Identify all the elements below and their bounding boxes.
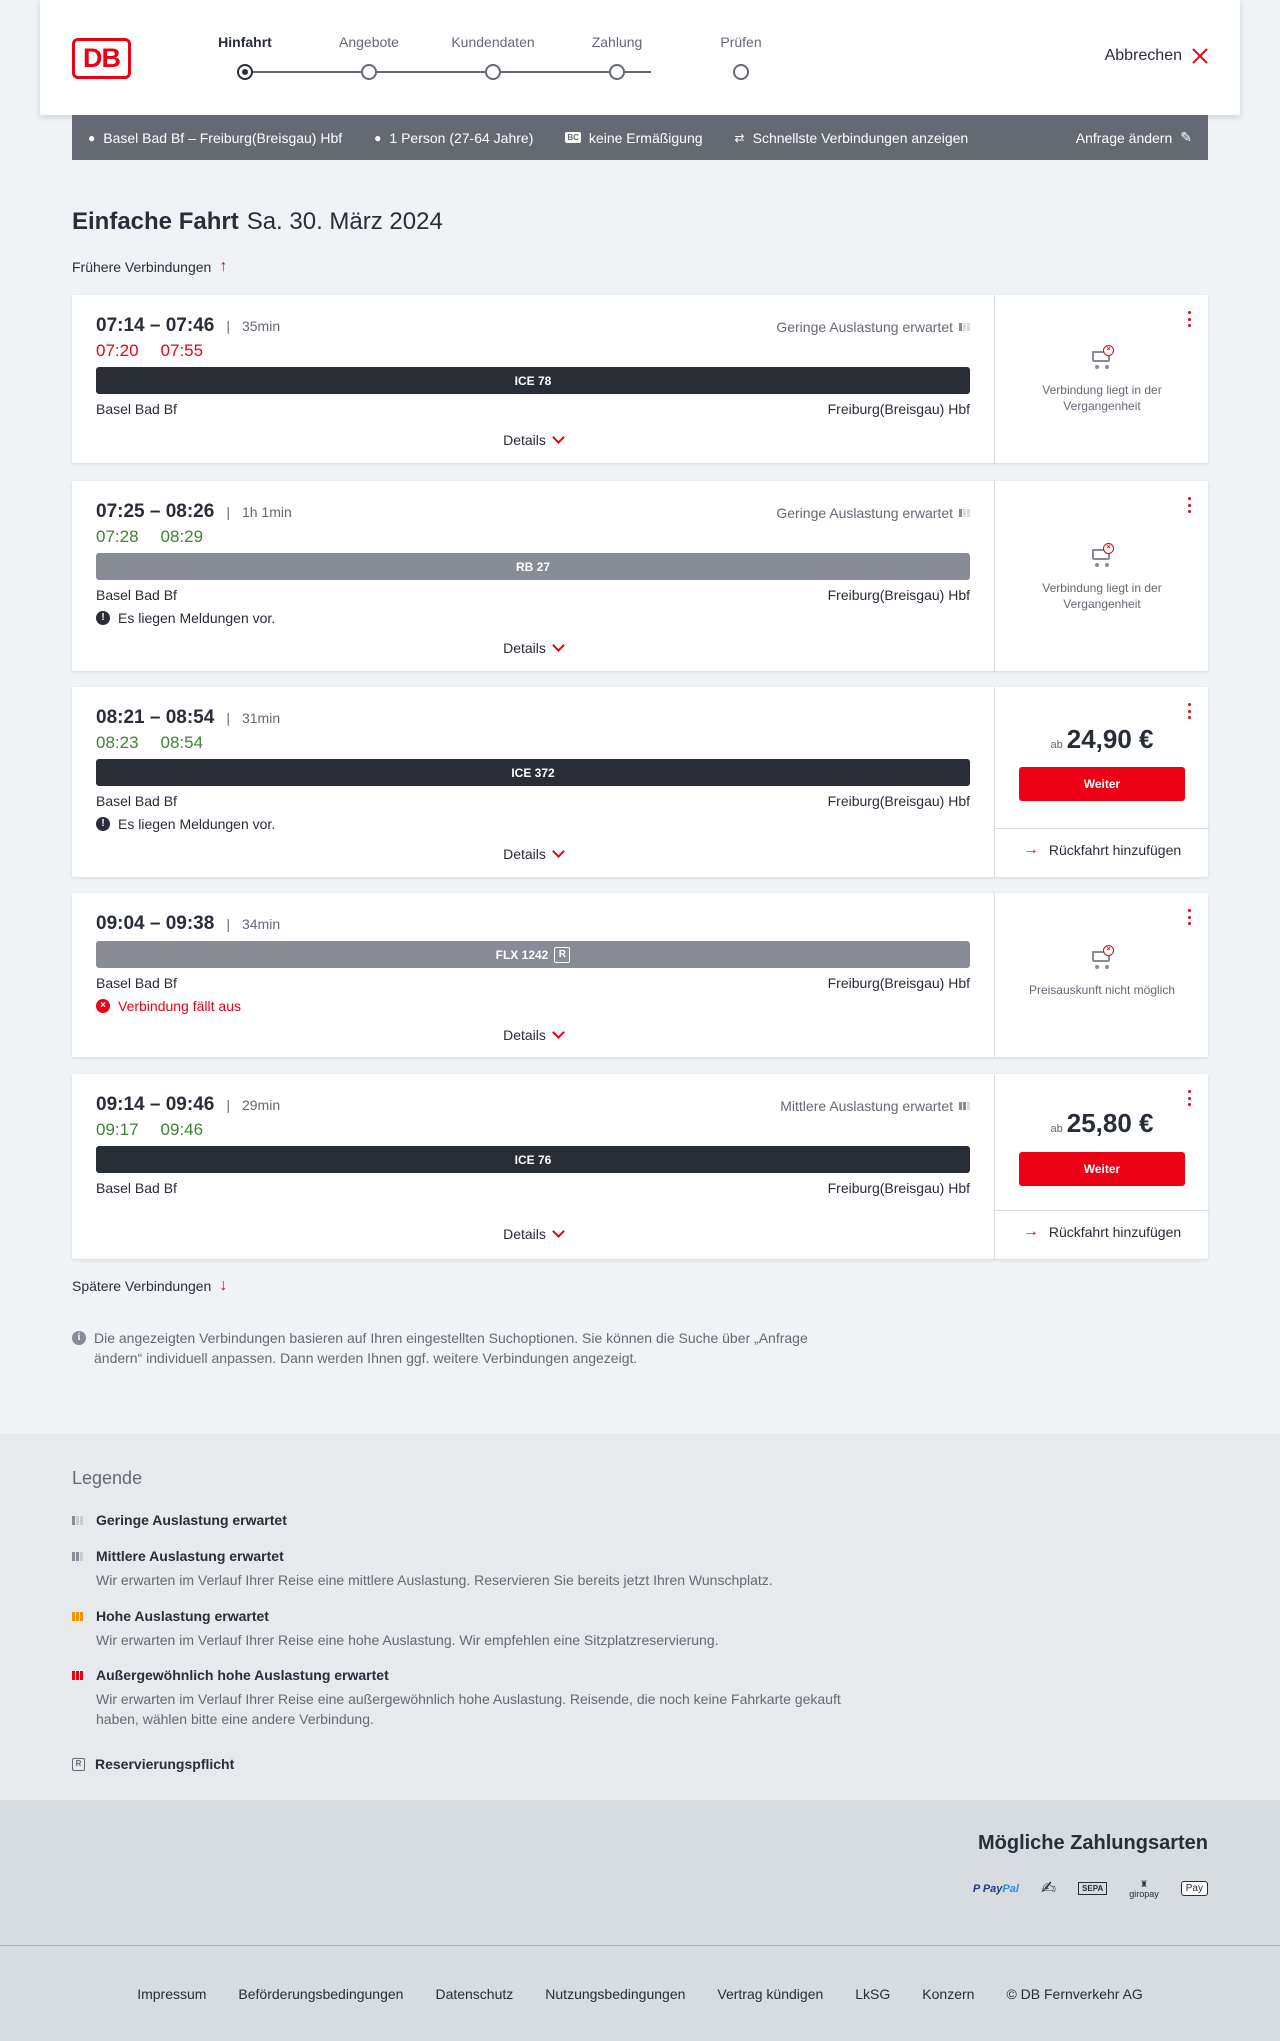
medium-load-icon <box>72 1552 86 1561</box>
planned-times: 07:14 – 07:46 <box>96 315 215 336</box>
arrival-station: Freiburg(Breisgau) Hbf <box>827 793 970 809</box>
connection-card <box>72 687 1208 877</box>
connection-info[interactable]: 09:14 – 09:46 | 29min Mittlere Auslastung erwartet 09:17 09:46 ICE 76 Basel Bad Bf Freiburg(Breisgau) Hbf Details <box>72 1074 994 1259</box>
booking-stepper <box>182 34 762 84</box>
paypal-icon: P PayPal <box>972 1882 1019 1895</box>
train-bar: RB 27 <box>96 553 970 580</box>
disruption-message[interactable]: ! Es liegen Meldungen vor. <box>96 610 275 626</box>
train-bar: ICE 372 <box>96 759 970 786</box>
more-options-icon[interactable] <box>1188 311 1192 327</box>
offer-panel <box>994 687 1208 877</box>
arrow-right-icon: → <box>1022 840 1039 858</box>
arrow-down-icon: ↓ <box>219 1277 228 1294</box>
departure-station: Basel Bad Bf <box>96 793 177 809</box>
step-zahlung[interactable]: Zahlung <box>554 34 680 54</box>
footer-link-vertrag-kuendigen[interactable]: Vertrag kündigen <box>717 1985 824 2002</box>
step-dot <box>733 64 749 80</box>
details-toggle[interactable]: Details <box>72 1027 994 1043</box>
realtime-times: 07:20 07:55 <box>96 341 204 360</box>
swap-arrows-icon: ⇄ <box>734 130 745 145</box>
realtime-times: 07:28 08:29 <box>96 527 204 546</box>
stepper-line <box>253 71 651 73</box>
cancel-button[interactable]: Abbrechen <box>1105 47 1208 65</box>
planned-times: 08:21 – 08:54 <box>96 707 215 728</box>
realtime-times: 09:17 09:46 <box>96 1120 204 1139</box>
load-indicator: Mittlere Auslastung erwartet <box>780 1098 970 1114</box>
connection-info[interactable]: 07:14 – 07:46 | 35min Geringe Auslastung erwartet 07:20 07:55 ICE 78 Basel Bad Bf Freiburg(Breisgau) Hbf Details <box>72 295 994 463</box>
legend-title: Legende <box>72 1468 143 1488</box>
offer-panel <box>994 1074 1208 1259</box>
copyright: © DB Fernverkehr AG <box>1006 1985 1143 2002</box>
departure-station: Basel Bad Bf <box>96 975 177 991</box>
load-indicator: Geringe Auslastung erwartet <box>776 319 970 335</box>
arrow-up-icon: ↑ <box>219 258 228 275</box>
close-icon <box>1192 48 1208 64</box>
header <box>40 0 1240 115</box>
chevron-down-icon <box>552 639 565 652</box>
connection-info[interactable]: 09:04 – 09:38 | 34min FLX 1242 R Basel Bad Bf Freiburg(Breisgau) Hbf × Verbindung fällt aus Details <box>72 893 994 1057</box>
traveller-summary: ● 1 Person (27-64 Jahre) <box>374 129 534 146</box>
more-options-icon[interactable] <box>1188 1090 1192 1106</box>
footer-link-datenschutz[interactable]: Datenschutz <box>435 1985 514 2002</box>
change-search-button[interactable]: Anfrage ändern ✎ <box>1075 129 1192 146</box>
low-load-icon <box>72 1516 86 1525</box>
offer-panel <box>994 295 1208 463</box>
cart-unavailable-icon: × <box>1090 347 1114 369</box>
search-summary-bar <box>72 115 1208 160</box>
legend-item: R Reservierungspflicht <box>72 1756 872 1772</box>
train-bar: ICE 76 <box>96 1146 970 1173</box>
details-toggle[interactable]: Details <box>72 432 994 448</box>
medium-load-icon <box>959 1102 970 1110</box>
legend-item: Hohe Auslastung erwartet Wir erwarten im Verlauf Ihrer Reise eine hohe Auslastung. Wir empfehlen eine Sitzplatzreservierung. <box>72 1608 872 1650</box>
chevron-down-icon <box>552 845 565 858</box>
more-options-icon[interactable] <box>1188 703 1192 719</box>
duration: 29min <box>241 1097 281 1113</box>
duration: 31min <box>241 710 281 726</box>
load-indicator: Geringe Auslastung erwartet <box>776 505 970 521</box>
disruption-message[interactable]: ! Es liegen Meldungen vor. <box>96 816 275 832</box>
person-icon: ● <box>374 130 382 145</box>
step-kundendaten[interactable]: Kundendaten <box>430 34 556 54</box>
footer-link-befoerderungsbedingungen[interactable]: Beförderungsbedingungen <box>238 1985 404 2002</box>
footer <box>0 1945 1280 2041</box>
more-options-icon[interactable] <box>1188 909 1192 925</box>
train-bar: FLX 1242 R <box>96 941 970 968</box>
route-summary: ● Basel Bad Bf – Freiburg(Breisgau) Hbf <box>88 129 343 146</box>
search-hint: i Die angezeigten Verbindungen basieren auf Ihren eingestellten Suchoptionen. Sie können die Suche über „Anfrage ändern“ individuell anpassen. Dann werden Ihnen ggf. weitere Verbindungen angezeigt. <box>72 1328 842 1368</box>
arrival-station: Freiburg(Breisgau) Hbf <box>827 587 970 603</box>
price-unavailable-note: Preisauskunft nicht möglich <box>1028 983 1176 997</box>
apple-pay-icon: Pay <box>1181 1881 1208 1896</box>
continue-button[interactable]: Weiter <box>1019 1152 1185 1186</box>
continue-button[interactable]: Weiter <box>1019 767 1185 801</box>
high-load-icon <box>72 1612 86 1621</box>
connection-card <box>72 893 1208 1057</box>
departure-station: Basel Bad Bf <box>96 587 177 603</box>
reservation-required-icon: R <box>554 947 570 963</box>
later-connections-link[interactable]: Spätere Verbindungen ↓ <box>72 1277 228 1294</box>
alert-icon: ! <box>96 611 110 625</box>
realtime-times: 08:23 08:54 <box>96 733 204 752</box>
add-return-button[interactable]: → Rückfahrt hinzufügen <box>995 828 1209 870</box>
step-dot <box>485 64 501 80</box>
very-high-load-icon <box>72 1671 86 1680</box>
connection-card <box>72 1074 1208 1259</box>
legend-item: Außergewöhnlich hohe Auslastung erwartet Wir erwarten im Verlauf Ihrer Reise eine außergewöhnlich hohe Auslastung. Reisende, die noch keine Fahrkarte gekauft haben, wählen bitte eine andere Verbindung. <box>72 1667 872 1729</box>
planned-times: 09:04 – 09:38 <box>96 913 215 934</box>
cancellation-message: × Verbindung fällt aus <box>96 998 241 1014</box>
connection-info[interactable]: 07:25 – 08:26 | 1h 1min Geringe Auslastung erwartet 07:28 08:29 RB 27 Basel Bad Bf Freiburg(Breisgau) Hbf ! Es liegen Meldungen vor. Details <box>72 481 994 671</box>
arrow-right-icon: → <box>1022 1222 1039 1240</box>
reservation-required-icon: R <box>72 1758 85 1771</box>
planned-times: 09:14 – 09:46 <box>96 1094 215 1115</box>
add-return-button[interactable]: → Rückfahrt hinzufügen <box>995 1210 1209 1252</box>
step-dot <box>609 64 625 80</box>
step-angebote[interactable]: Angebote <box>306 34 432 54</box>
duration: 1h 1min <box>241 504 292 520</box>
giropay-icon: ♜ giropay <box>1129 1878 1159 1899</box>
past-connection-note: Verbindung liegt in der Vergangenheit <box>1042 383 1162 413</box>
footer-link-impressum[interactable]: Impressum <box>137 1985 207 2002</box>
offer-panel <box>994 481 1208 671</box>
alert-icon: ! <box>96 817 110 831</box>
planned-times: 07:25 – 08:26 <box>96 501 215 522</box>
legend-item: Mittlere Auslastung erwartet Wir erwarten im Verlauf Ihrer Reise eine mittlere Auslastung. Reservieren Sie bereits jetzt Ihren Wunschplatz. <box>72 1548 872 1590</box>
details-toggle[interactable]: Details <box>72 1226 994 1242</box>
step-dot-active <box>237 64 253 80</box>
location-pin-icon: ● <box>88 130 96 145</box>
arrival-station: Freiburg(Breisgau) Hbf <box>827 1180 970 1196</box>
low-load-icon <box>959 323 970 331</box>
earlier-connections-link[interactable]: Frühere Verbindungen ↑ <box>72 258 228 275</box>
page-title: Einfache Fahrt Sa. 30. März 2024 <box>72 208 443 235</box>
arrival-station: Freiburg(Breisgau) Hbf <box>827 975 970 991</box>
footer-link-nutzungsbedingungen[interactable]: Nutzungsbedingungen <box>545 1985 686 2002</box>
legend-item: Geringe Auslastung erwartet <box>72 1512 872 1528</box>
cancel-circle-icon: × <box>96 999 110 1013</box>
details-toggle[interactable]: Details <box>72 846 994 862</box>
past-connection-note: Verbindung liegt in der Vergangenheit <box>1042 581 1162 611</box>
step-dot <box>361 64 377 80</box>
cart-unavailable-icon: × <box>1090 947 1114 969</box>
footer-link-konzern[interactable]: Konzern <box>922 1985 975 2002</box>
step-hinfahrt[interactable]: Hinfahrt <box>182 34 308 54</box>
cart-unavailable-icon: × <box>1090 545 1114 567</box>
connection-card <box>72 295 1208 463</box>
payment-title: Mögliche Zahlungsarten <box>977 1832 1208 1854</box>
chevron-down-icon <box>552 1026 565 1039</box>
direct-debit-icon: ✍ <box>1040 1878 1057 1898</box>
step-pruefen[interactable]: Prüfen <box>678 34 804 54</box>
low-load-icon <box>959 509 970 517</box>
bahncard-icon: BC <box>567 133 579 142</box>
db-logo[interactable]: DB <box>72 38 131 79</box>
price: ab 25,80 € <box>1050 1108 1154 1138</box>
pencil-icon: ✎ <box>1180 129 1192 145</box>
offer-panel <box>994 893 1208 1057</box>
connection-info[interactable]: 08:21 – 08:54 | 31min 08:23 08:54 ICE 372 Basel Bad Bf Freiburg(Breisgau) Hbf ! Es liegen Meldungen vor. Details <box>72 687 994 877</box>
arrival-station: Freiburg(Breisgau) Hbf <box>827 401 970 417</box>
chevron-down-icon <box>552 1225 565 1238</box>
departure-station: Basel Bad Bf <box>96 401 177 417</box>
legend <box>0 1434 1280 1800</box>
departure-station: Basel Bad Bf <box>96 1180 177 1196</box>
price: ab 24,90 € <box>1050 724 1154 754</box>
details-toggle[interactable]: Details <box>72 640 994 656</box>
payment-methods <box>0 1800 1280 1945</box>
connection-card <box>72 481 1208 671</box>
chevron-down-icon <box>552 431 565 444</box>
fastest-toggle[interactable]: ⇄ Schnellste Verbindungen anzeigen <box>734 129 969 146</box>
discount-summary: BC keine Ermäßigung <box>567 129 703 146</box>
train-bar: ICE 78 <box>96 367 970 394</box>
duration: 35min <box>241 318 281 334</box>
more-options-icon[interactable] <box>1188 497 1192 513</box>
sepa-icon: SEPA <box>1078 1882 1107 1895</box>
duration: 34min <box>241 916 281 932</box>
info-icon: i <box>72 1331 86 1345</box>
footer-link-lksg[interactable]: LkSG <box>855 1985 891 2002</box>
